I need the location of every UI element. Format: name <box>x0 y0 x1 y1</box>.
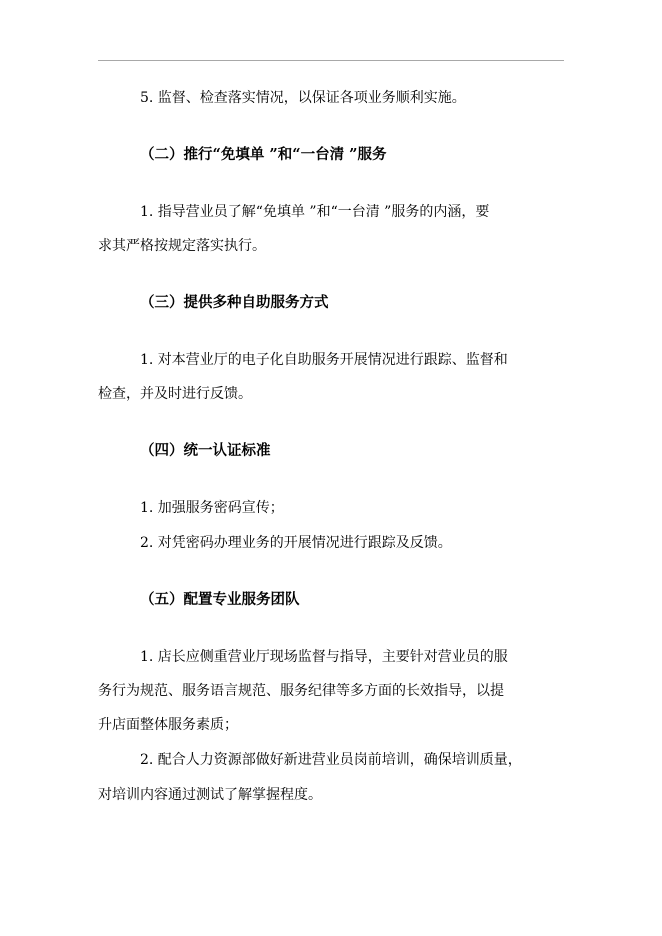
section-heading-2: （二）推行“免填单 ”和“一台清 ”服务 <box>140 146 387 163</box>
paragraph-line: 对培训内容通过测试了解掌握程度。 <box>98 787 322 803</box>
paragraph-line: 1. 对本营业厅的电子化自助服务开展情况进行跟踪、监督和 <box>140 352 508 368</box>
paragraph-line: 务行为规范、服务语言规范、服务纪律等多方面的长效指导，以提 <box>98 683 504 699</box>
section-heading-4: （四）统一认证标准 <box>140 442 271 459</box>
list-item: 1. 加强服务密码宣传； <box>140 500 284 516</box>
paragraph-line: 求其严格按规定落实执行。 <box>98 238 266 254</box>
paragraph-line: 检查，并及时进行反馈。 <box>98 386 252 402</box>
section-heading-3: （三）提供多种自助服务方式 <box>140 294 329 311</box>
paragraph-line: 升店面整体服务素质； <box>98 717 238 733</box>
list-item: 2. 对凭密码办理业务的开展情况进行跟踪及反馈。 <box>140 535 452 551</box>
section-heading-5: （五）配置专业服务团队 <box>140 591 300 608</box>
paragraph-item-5: 5. 监督、检查落实情况，以保证各项业务顺利实施。 <box>140 90 466 106</box>
paragraph-line: 1. 店长应侧重营业厅现场监督与指导，主要针对营业员的服 <box>140 649 508 665</box>
paragraph-line: 2. 配合人力资源部做好新进营业员岗前培训，确保培训质量， <box>140 752 522 768</box>
header-rule <box>98 60 564 61</box>
paragraph-line: 1. 指导营业员了解“免填单 ”和“一台清 ”服务的内涵，要 <box>140 204 490 220</box>
